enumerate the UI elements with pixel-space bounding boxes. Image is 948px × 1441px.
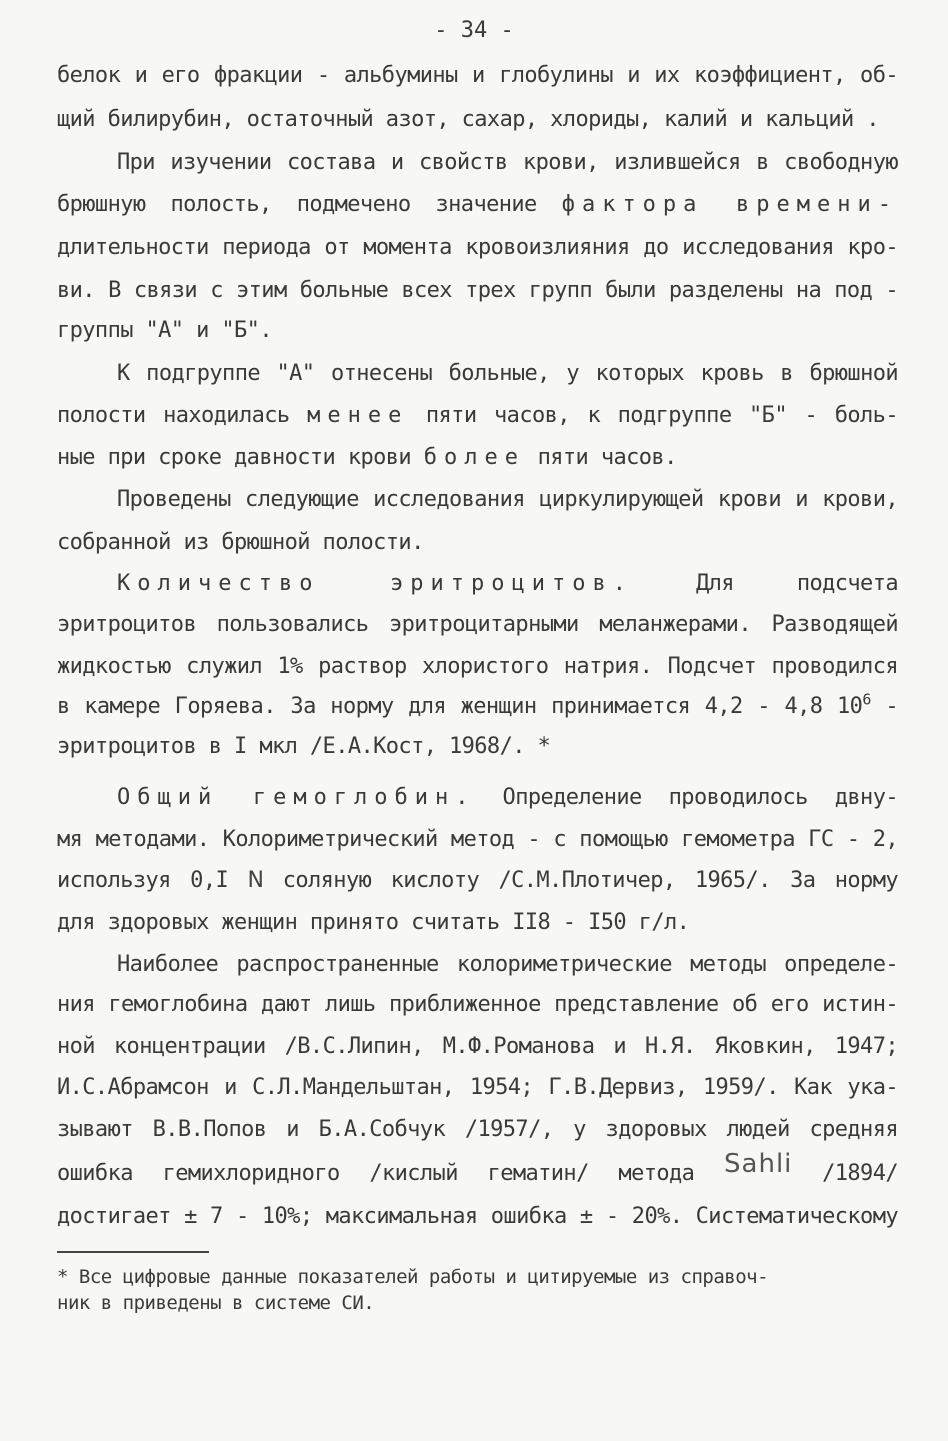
text-span: - [885,694,898,719]
footnote-line: * Все цифровые данные показателей работы и цитируемые из справоч- [57,1266,769,1288]
text-span: Определение проводилось двну- [502,785,898,810]
text-line: К подгруппе "А" отнесены больные, у которых кровь в брюшной [117,361,898,386]
text-line: достигает ± 7 - 10%; максимальная ошибка ± - 20%. Систематическому [57,1204,898,1229]
text-line: Проведены следующие исследования циркулирующей крови и крови, [117,487,898,512]
text-span: соляную кислоту /С.М.Плотичер, 1965/. За норму [282,868,898,893]
text-line [57,397,898,435]
text-line [57,439,898,477]
text-span: ные при сроке давности крови [57,445,412,470]
footnote-divider [57,1251,209,1253]
text-span: пяти часов, к подгруппе "Б" - боль- [425,403,898,428]
text-line: Наиболее распространенные колориметрические методы определе- [117,952,898,977]
text-line [57,1149,898,1191]
spaced-emphasis: фактора времени- [561,192,898,217]
text-line: При изучении состава и свойств крови, излившейся в свободную [117,150,898,175]
text-line: жидкостью служил 1% раствор хлористого натрия. Подсчет проводился [57,654,898,679]
text-span: брюшную полость, подмечено значение [57,192,537,217]
section-heading: Общий гемоглобин. [117,785,476,810]
text-line: эритроцитов пользовались эритроцитарными меланжерами. Разводящей [57,612,898,637]
text-span: используя 0,I [57,868,229,893]
text-line: эритроцитов в I мкл /Е.А.Кост, 1968/. * [57,734,551,759]
text-span: полости находилась [57,403,290,428]
text-line: для здоровых женщин принято считать II8 - I50 г/л. [57,910,690,935]
text-span: в камере Горяева. За норму для женщин принимается 4,2 - 4,8 10 [57,694,863,719]
text-span [57,690,871,719]
handwritten-word: Sahli [724,1149,793,1179]
text-span: пяти часов. [537,445,677,470]
spaced-emphasis: более [423,445,525,470]
section-heading: Количество эритроцитов. [117,571,633,596]
text-line: щий билирубин, остаточный азот, сахар, хлориды, калий и кальций . [57,107,879,132]
text-line: собранной из брюшной полости. [57,530,424,555]
text-line [57,688,898,726]
text-line [57,862,898,900]
text-line: И.С.Абрамсон и С.Л.Мандельштан, 1954; Г.В.Дервиз, 1959/. Как ука- [57,1075,898,1100]
spaced-emphasis: менее [307,403,409,428]
text-line: белок и его фракции - альбумины и глобулины и их коэффициент, об- [57,63,898,88]
text-line [117,565,898,603]
footnote-line: ник в приведены в системе СИ. [57,1292,375,1314]
handwritten-n: N [247,868,264,893]
text-span: Для подсчета [695,571,898,596]
exponent: 6 [862,690,871,709]
text-line: длительности периода от момента кровоизлияния до исследования кро- [57,235,898,260]
text-line: ной концентрации /В.С.Липин, М.Ф.Романова и Н.Я. Яковкин, 1947; [57,1034,898,1059]
text-line [57,186,898,224]
text-span [57,868,263,893]
text-span: ошибка гемихлоридного /кислый гематин/ метода [57,1161,695,1186]
text-line [117,779,898,817]
page-number: - 34 - [434,18,514,43]
text-line: группы "А" и "Б". [57,318,272,343]
text-line: ви. В связи с этим больные всех трех групп были разделены на под - [57,278,898,303]
text-line: зывают В.В.Попов и Б.А.Собчук /1957/, у здоровых людей средняя [57,1117,898,1142]
text-line: мя методами. Колориметрический метод - с помощью гемометра ГС - 2, [57,827,898,852]
text-span: /1894/ [822,1161,898,1186]
text-line: ния гемоглобина дают лишь приближенное представление об его истин- [57,992,898,1017]
